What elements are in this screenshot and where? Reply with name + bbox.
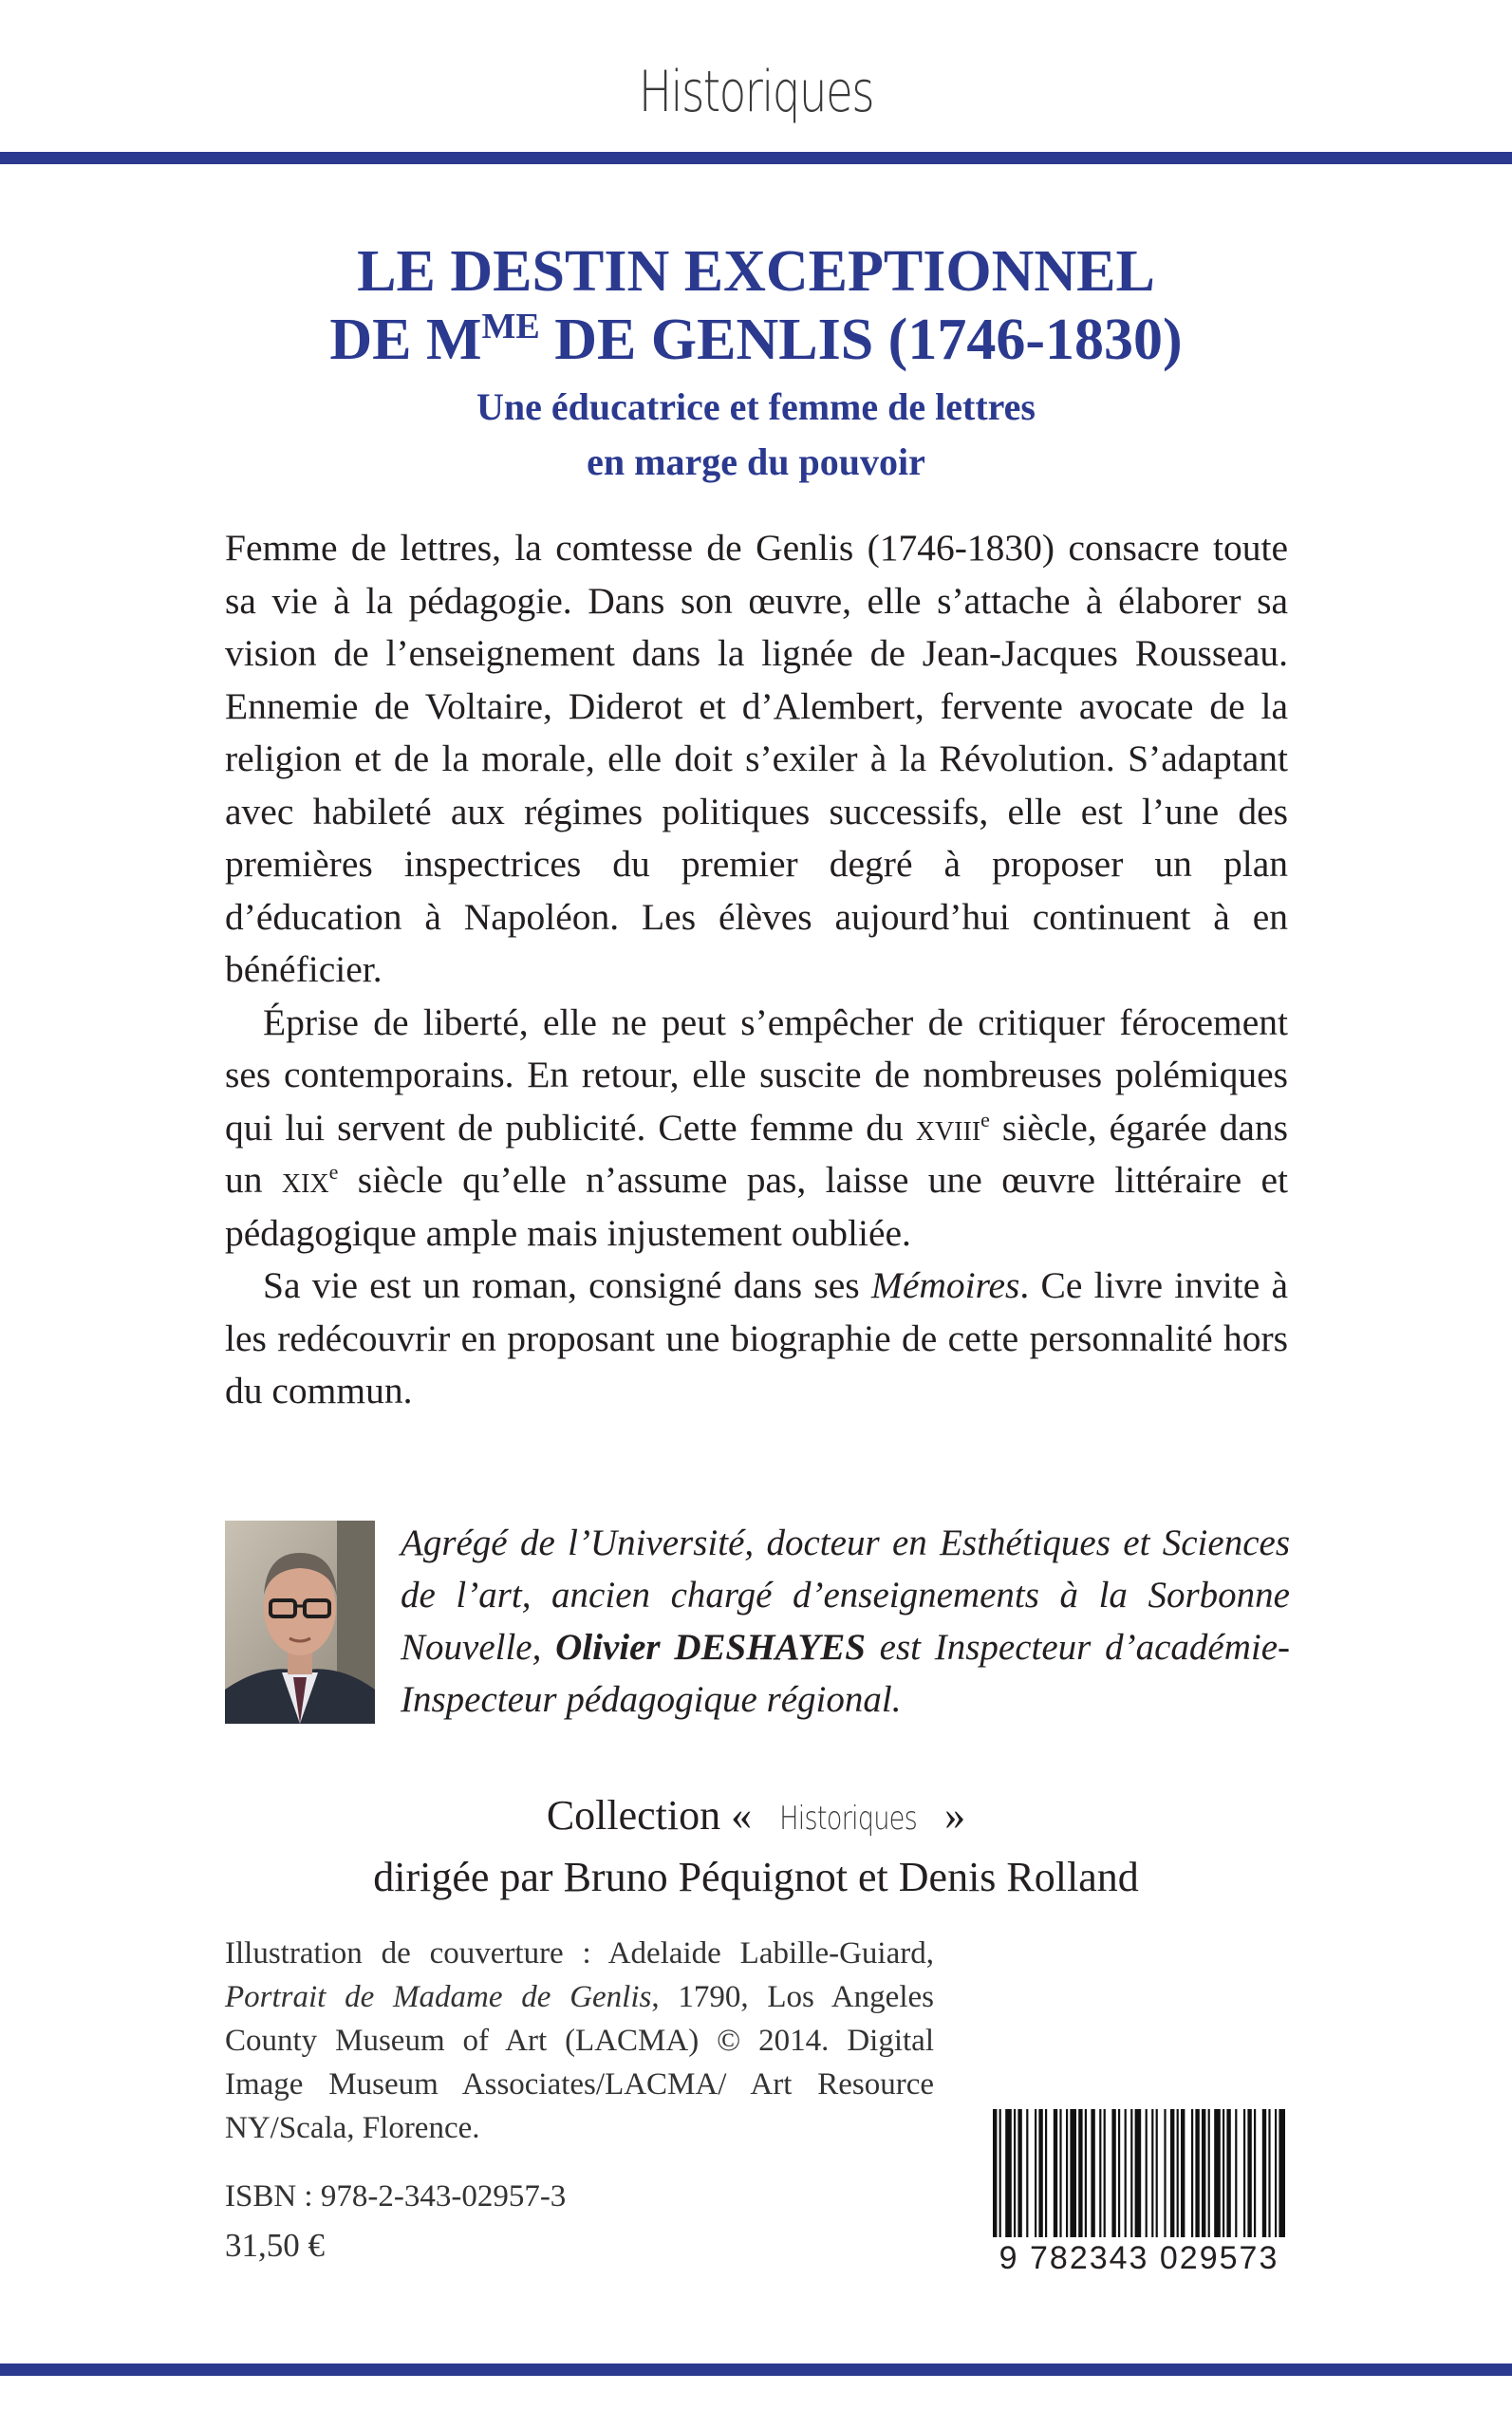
barcode-bar (1164, 2109, 1166, 2251)
memoires-title: Mémoires (870, 1264, 1020, 1306)
barcode-bar (1243, 2109, 1245, 2251)
collection-info (0, 1786, 1512, 1907)
isbn: ISBN : 978-2-343-02957-3 (225, 2179, 567, 2214)
barcode-bar (1091, 2109, 1094, 2251)
blurb-p2-text-c: siècle qu’elle n’assume pas, laisse une œuvre littéraire et pédagogique ample mais injustement oubliée. (225, 1159, 1288, 1254)
collection-logo: Historiques (638, 59, 874, 125)
barcode-bar (1279, 2109, 1285, 2251)
barcode-bar (1202, 2109, 1205, 2251)
barcode-bar (1054, 2109, 1057, 2251)
barcode-bar (1208, 2109, 1210, 2251)
barcode-bar (1125, 2109, 1127, 2251)
title-line-2-suffix: DE GENLIS (1746-1830) (539, 308, 1183, 372)
barcode-bar (1099, 2109, 1101, 2251)
barcode-bar (1275, 2109, 1277, 2251)
barcode-bar (1070, 2109, 1076, 2251)
barcode-bar (1226, 2109, 1230, 2251)
collection-line-1 (0, 1786, 1512, 1848)
century-19: xix (281, 1159, 329, 1201)
barcode-bar (1151, 2109, 1153, 2251)
price: 31,50 € (225, 2227, 325, 2264)
blurb-p2-text-b: siècle, égarée dans un (225, 1106, 1288, 1201)
title-line-1: LE DESTIN EXCEPTIONNEL (357, 239, 1155, 304)
blurb-p2-text-a: Éprise de liberté, elle ne peut s’empêcher de critiquer férocement ses contemporains. En retour, elle suscite de nombreuses polémiques qui lui servent de publicité. Cette femme du (225, 1000, 1288, 1149)
author-name: Olivier DESHAYES (555, 1627, 866, 1668)
blurb-p3-text-a: Sa vie est un roman, consigné dans ses (263, 1264, 871, 1306)
century-18-sup: e (980, 1107, 990, 1131)
barcode-bar (1247, 2109, 1251, 2251)
barcode-bar (1017, 2109, 1021, 2251)
barcode-bar (1156, 2109, 1158, 2251)
barcode-bar (1181, 2109, 1185, 2251)
barcode-bar (1146, 2109, 1148, 2251)
barcode-bar (1059, 2109, 1061, 2251)
collection-suffix: » (934, 1792, 966, 1839)
credits-text-b: , 1790, Los Angeles County Museum of Art (LACMA) © 2014. Digital Image Museum Associates/LACMA/ Art Resource NY/Scala, Florence. (225, 1980, 934, 2145)
subtitle-line-1: Une éducatrice et femme de lettres (476, 385, 1036, 428)
barcode-bar (1214, 2109, 1221, 2251)
barcode-bar (1035, 2109, 1036, 2251)
barcode-bar (1177, 2109, 1179, 2251)
barcode-bar (1254, 2109, 1256, 2251)
barcode-bar (1111, 2109, 1115, 2251)
barcode-bar (1045, 2109, 1047, 2251)
barcode-bar (1066, 2109, 1068, 2251)
barcode-bar (1118, 2109, 1120, 2251)
bottom-rule (0, 2363, 1512, 2376)
book-blurb (225, 522, 1288, 1418)
barcode-bar (1223, 2109, 1224, 2251)
author-bio-text-a: Agrégé de l’Université, docteur en Esthétiques et Sciences de l’art, ancien chargé d’enseignements à la Sorbonne Nouvelle, (401, 1523, 1290, 1668)
collection-prefix: Collection « (546, 1792, 763, 1839)
book-subtitle (0, 380, 1512, 490)
blurb-paragraph-1: Femme de lettres, la comtesse de Genlis (1746-1830) consacre toute sa vie à la pédagogie. Dans son œuvre, elle s’attache à élaborer sa vision de l’enseignement dans la lignée de Jean-Jacques Rousseau. Ennemie de Voltaire, Diderot et d’Alembert, fervente avocate de la religion et de la morale, elle doit s’exiler à la Révolution. S’adaptant avec habileté aux régimes politiques successifs, elle est l’une des premières inspectrices du premier degré à proposer un plan d’éducation à Napoléon. Les élèves aujourd’hui continuent à en bénéficier. (225, 527, 1288, 990)
barcode-bar (1135, 2109, 1142, 2251)
barcode-bar (1005, 2109, 1012, 2251)
barcode-bar (1191, 2109, 1193, 2251)
credits-text (225, 1932, 934, 2150)
author-photo (225, 1521, 375, 1724)
subtitle-line-2: en marge du pouvoir (587, 440, 925, 483)
author-bio-text (401, 1517, 1290, 1726)
credits-artwork-title: Portrait de Madame de Genlis (225, 1980, 652, 2014)
barcode-bar (1026, 2109, 1028, 2251)
barcode-bar (1078, 2109, 1082, 2251)
barcode-bar (1104, 2109, 1106, 2251)
barcode-bar (1014, 2109, 1016, 2251)
century-19-sup: e (328, 1160, 339, 1184)
barcode-bar (1038, 2109, 1042, 2251)
barcode-digits: 9 782343 029573 (987, 2237, 1291, 2279)
collection-name: Historiques (779, 1800, 918, 1838)
author-bio (401, 1517, 1290, 1726)
barcode-bar (1085, 2109, 1087, 2251)
title-line-2 (0, 306, 1512, 374)
blurb-p3-text-b: . Ce livre invite à les redécouvrir en proposant une biographie de cette personnalité hors du commun. (225, 1264, 1288, 1411)
title-superscript: ME (481, 307, 540, 346)
top-rule (0, 152, 1512, 164)
book-title (0, 237, 1512, 374)
credits-text-a: Illustration de couverture : Adelaide Labille-Guiard, (225, 1936, 934, 1971)
barcode-bar (1130, 2109, 1132, 2251)
author-bio-text-b: est Inspecteur d’académie-Inspecteur pédagogique régional. (401, 1627, 1290, 1720)
cover-illustration-credits (225, 1932, 934, 2150)
barcode-bar (1235, 2109, 1237, 2251)
blurb-paragraph-2 (225, 997, 1288, 1261)
barcode-bar (1195, 2109, 1199, 2251)
barcode-bar (1268, 2109, 1270, 2251)
barcode-bar (999, 2109, 1001, 2251)
barcode-bar (1262, 2109, 1266, 2251)
century-18: xviii (915, 1106, 981, 1149)
collection-directors: dirigée par Bruno Péquignot et Denis Rolland (373, 1854, 1139, 1900)
title-line-2-prefix: DE M (329, 308, 482, 372)
barcode-bar (993, 2109, 997, 2251)
blurb-paragraph-3 (225, 1260, 1288, 1418)
barcode-bar (1170, 2109, 1174, 2251)
